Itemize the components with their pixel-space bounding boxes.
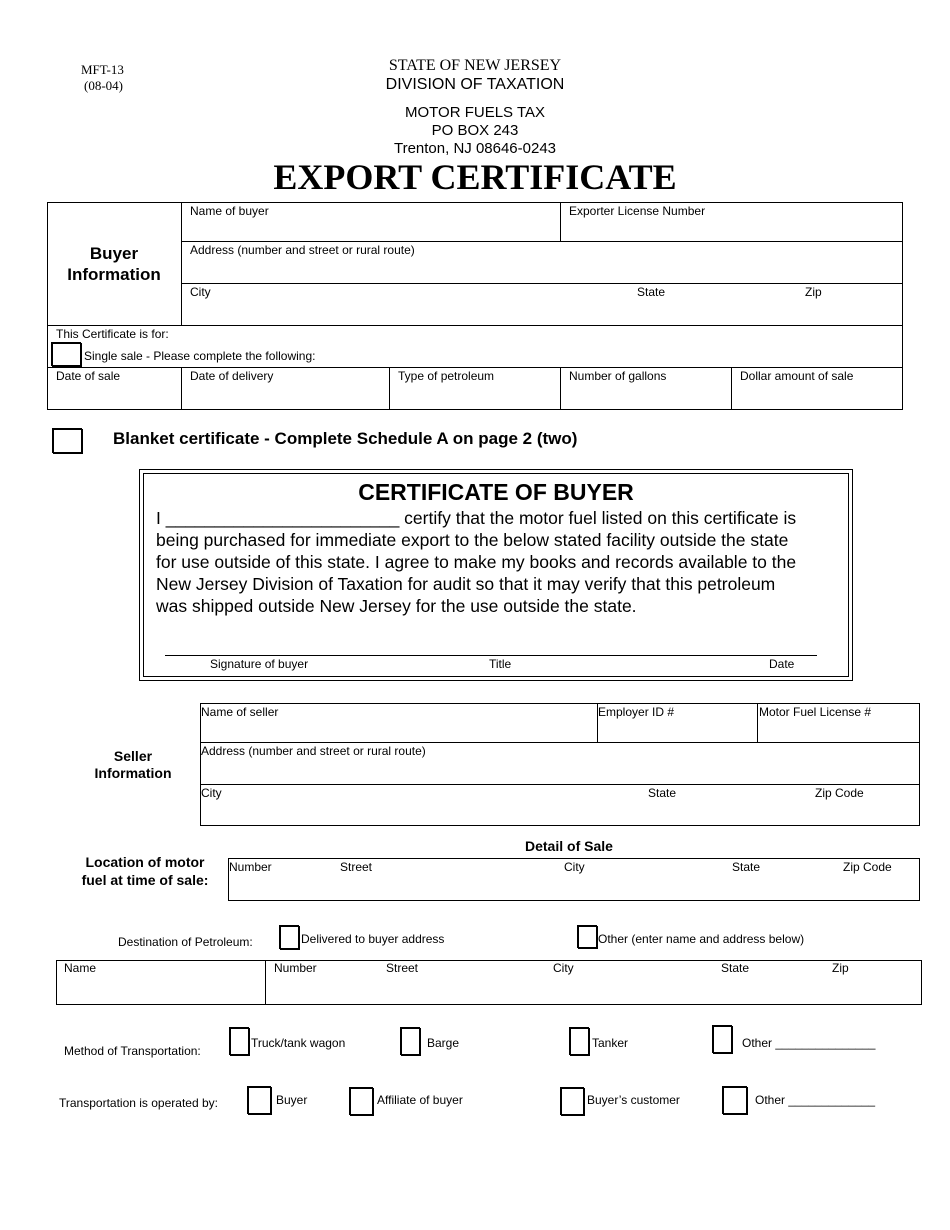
delivered-checkbox[interactable] [279,925,299,949]
other-destination-checkbox[interactable] [577,925,597,948]
detail-of-sale-title: Detail of Sale [525,838,613,854]
seller-zip-field[interactable]: Zip Code [815,786,864,800]
other-operator-checkbox[interactable] [722,1086,747,1114]
blanket-checkbox[interactable] [52,428,82,453]
destination-city-field[interactable]: City [553,961,574,975]
po-box-line: PO BOX 243 [431,122,519,139]
destination-number-field[interactable]: Number [274,961,317,975]
seller-name-field[interactable]: Name of seller [201,705,279,719]
seller-city-field[interactable]: City [201,786,222,800]
buyer-city-field[interactable]: City [190,285,211,299]
buyer-name-field[interactable]: Name of buyer [190,204,269,218]
motor-fuel-license-field[interactable]: Motor Fuel License # [759,705,872,719]
signature-label: Signature of buyer [210,657,309,671]
certificate-text: I ________________________ certify that the motor fuel listed on this certificate is being purchased for immediate export to the below stated facility outside the state for use outside of this state. I agree to make my books and records available to the New Jersey Division of Taxation for audit so that it may verify that this petroleum was shipped outside New Jersey for the use outside the state. [156,508,797,616]
dollar-amount-field[interactable]: Dollar amount of sale [740,369,854,383]
single-sale-label: Single sale - Please complete the following: [84,349,316,363]
date-label: Date [769,657,795,671]
buyer-state-field[interactable]: State [637,285,666,299]
blanket-label: Blanket certificate - Complete Schedule A on page 2 (two) [113,429,578,448]
destination-street-field[interactable]: Street [386,961,419,975]
barge-checkbox[interactable] [400,1027,420,1055]
buyer-operated-label: Buyer [276,1093,308,1107]
title-label: Title [489,657,512,671]
other-operator-label[interactable]: Other _____________ [755,1093,876,1107]
type-of-petroleum-field[interactable]: Type of petroleum [398,369,495,383]
location-state-field[interactable]: State [732,860,761,874]
signature-line[interactable] [165,655,817,656]
affiliate-label: Affiliate of buyer [377,1093,463,1107]
buyer-section-label: Buyer Information [67,244,161,284]
delivered-label: Delivered to buyer address [301,932,445,946]
date-of-sale-field[interactable]: Date of sale [56,369,121,383]
barge-label: Barge [427,1036,460,1050]
city-line: Trenton, NJ 08646-0243 [393,140,557,157]
location-zip-field[interactable]: Zip Code [843,860,892,874]
seller-address-field[interactable]: Address (number and street or rural route) [201,744,426,758]
other-method-checkbox[interactable] [712,1025,732,1053]
division-heading: DIVISION OF TAXATION [385,76,565,93]
location-street-field[interactable]: Street [340,860,373,874]
tanker-checkbox[interactable] [569,1027,589,1055]
form-date: (08-04) [84,78,123,93]
other-destination-label: Other (enter name and address below) [598,932,805,946]
number-of-gallons-field[interactable]: Number of gallons [569,369,667,383]
destination-state-field[interactable]: State [721,961,750,975]
location-number-field[interactable]: Number [229,860,272,874]
location-city-field[interactable]: City [564,860,585,874]
destination-label: Destination of Petroleum: [118,935,253,949]
certificate-of-buyer-title: CERTIFICATE OF BUYER [358,479,634,505]
date-of-delivery-field[interactable]: Date of delivery [190,369,274,383]
seller-state-field[interactable]: State [648,786,677,800]
customer-checkbox[interactable] [560,1087,584,1115]
destination-zip-field[interactable]: Zip [832,961,849,975]
office-line: MOTOR FUELS TAX [404,104,546,121]
seller-info-box [200,703,920,826]
truck-checkbox[interactable] [229,1027,249,1055]
employer-id-field[interactable]: Employer ID # [598,705,675,719]
seller-section-label: Seller Information [94,748,172,781]
form-id: MFT-13 [81,62,124,77]
tanker-label: Tanker [592,1036,629,1050]
method-label: Method of Transportation: [64,1044,201,1058]
destination-name-field[interactable]: Name [64,961,97,975]
other-method-label[interactable]: Other _______________ [742,1036,876,1050]
operated-label: Transportation is operated by: [59,1096,218,1110]
customer-label: Buyer’s customer [587,1093,680,1107]
page-title: EXPORT CERTIFICATE [273,157,677,197]
state-heading: STATE OF NEW JERSEY [388,57,562,74]
single-sale-checkbox[interactable] [51,342,81,366]
buyer-zip-field[interactable]: Zip [805,285,822,299]
truck-label: Truck/tank wagon [251,1036,346,1050]
destination-box [56,960,922,1005]
buyer-address-field[interactable]: Address (number and street or rural route) [190,243,415,257]
buyer-operated-checkbox[interactable] [247,1086,271,1114]
exporter-license-field[interactable]: Exporter License Number [569,204,706,218]
certificate-for-label: This Certificate is for: [56,327,169,341]
affiliate-checkbox[interactable] [349,1087,373,1115]
location-label: Location of motor fuel at time of sale: [81,854,209,888]
